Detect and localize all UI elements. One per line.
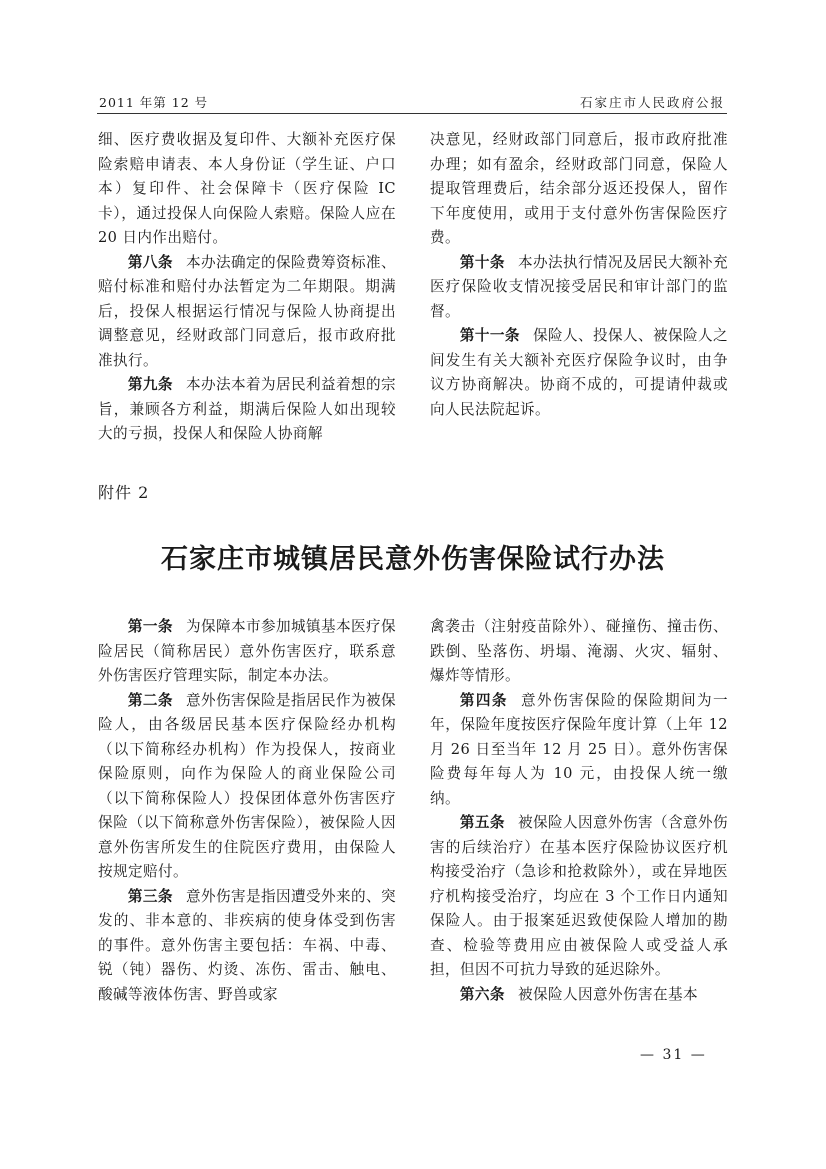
article-10 — [430, 251, 728, 325]
paragraph: 决意见，经财政部门同意后，报市政府批准办理；如有盈余，经财政部门同意，保险人提取管理费后，结余部分返还投保人，留作下年度使用，或用于支付意外伤害保险医疗费。 — [430, 131, 728, 246]
article-8 — [98, 251, 396, 374]
article-text: 为保障本市参加城镇基本医疗保险居民（简称居民）意外伤害医疗，联系意外伤害医疗管理实际，制定本办法。 — [98, 618, 396, 684]
article-label: 第一条 — [127, 618, 173, 635]
article-text: 本办法本着为居民利益着想的宗旨，兼顾各方利益，期满后保险人如出现较大的亏损，投保人和保险人协商解 — [98, 376, 396, 442]
running-header — [97, 95, 727, 114]
article-4 — [430, 689, 728, 812]
article-text: 本办法执行情况及居民大额补充医疗保险收支情况接受居民和审计部门的监督。 — [430, 253, 728, 320]
article-label: 第十条 — [459, 253, 505, 271]
article-label: 第五条 — [459, 814, 505, 831]
document-title: 石家庄市城镇居民意外伤害保险试行办法 — [161, 544, 665, 575]
page-number: — 31 — — [640, 1047, 707, 1063]
article-label: 第六条 — [459, 985, 505, 1003]
bottom-left-column — [98, 615, 396, 1007]
article-label: 第四条 — [459, 691, 508, 709]
article-label: 第十一条 — [459, 327, 520, 344]
article-text: 保险人、投保人、被保险人之间发生有关大额补充医疗保险争议时，由争议方协商解决。协商不成的，可提请仲裁或向人民法院起诉。 — [430, 327, 729, 418]
article-label: 第八条 — [127, 253, 173, 271]
article-label: 第九条 — [127, 376, 173, 393]
attachment-label: 附件 2 — [98, 483, 150, 502]
article-3 — [98, 885, 396, 1008]
article-11 — [430, 324, 728, 422]
article-text: 意外伤害保险的保险期间为一年，保险年度按医疗保险年度计算（上年 12 月 26 日至当年 12 月 25 日）。意外伤害保险费每年每人为 10 元，由投保人统一缴纳。 — [430, 691, 729, 807]
article-text: 被保险人因意外伤害（含意外伤害的后续治疗）在基本医疗保险协议医疗机构接受治疗（急诊和抢救除外），或在异地医疗机构接受治疗，均应在 3 个工作日内通知保险人。由于报案延迟致使保险人增加的勘查、检验等费用应由被保险人或受益人承担，但因不可抗力导致的延迟除外。 — [430, 814, 728, 978]
top-right-column — [430, 128, 728, 422]
article-6 — [430, 983, 728, 1008]
article-5 — [430, 811, 728, 983]
top-left-column — [98, 128, 396, 447]
article-text: 本办法确定的保险费筹资标准、赔付标准和赔付办法暂定为二年期限。期满后，投保人根据运行情况与保险人协商提出调整意见，经财政部门同意后，报市政府批准执行。 — [98, 253, 396, 369]
article-2 — [98, 689, 396, 885]
article-label: 第三条 — [127, 887, 173, 905]
article-text: 意外伤害是指因遭受外来的、突发的、非本意的、非疾病的使身体受到伤害的事件。意外伤害主要包括：车祸、中毒、锐（钝）器伤、灼烫、冻伤、雷击、触电、酸碱等液体伤害、野兽或家 — [98, 887, 396, 1003]
article-text: 被保险人因意外伤害在基本 — [518, 985, 698, 1003]
article-label: 第二条 — [127, 691, 173, 709]
issue-number: 2011 年第 12 号 — [99, 95, 209, 110]
paragraph: 细、医疗费收据及复印件、大额补充医疗保险索赔申请表、本人身份证（学生证、户口本）复印件、社会保障卡（医疗保险 IC 卡），通过投保人向保险人索赔。保险人应在 20 日内作出赔付。 — [98, 131, 396, 246]
paragraph: 禽袭击（注射疫苗除外）、碰撞伤、撞击伤、跌倒、坠落伤、坍塌、淹溺、火灾、辐射、爆炸等情形。 — [430, 618, 728, 684]
article-text: 意外伤害保险是指居民作为被保险人，由各级居民基本医疗保险经办机构（以下简称经办机构）作为投保人，按商业保险原则，向作为保险人的商业保险公司（以下简称保险人）投保团体意外伤害医疗保险（以下简称意外伤害保险），被保险人因意外伤害所发生的住院医疗费用，由保险人按规定赔付。 — [98, 691, 396, 880]
bottom-right-column — [430, 615, 728, 1007]
publication-name: 石家庄市人民政府公报 — [579, 95, 725, 110]
article-1 — [98, 615, 396, 689]
article-9 — [98, 373, 396, 447]
